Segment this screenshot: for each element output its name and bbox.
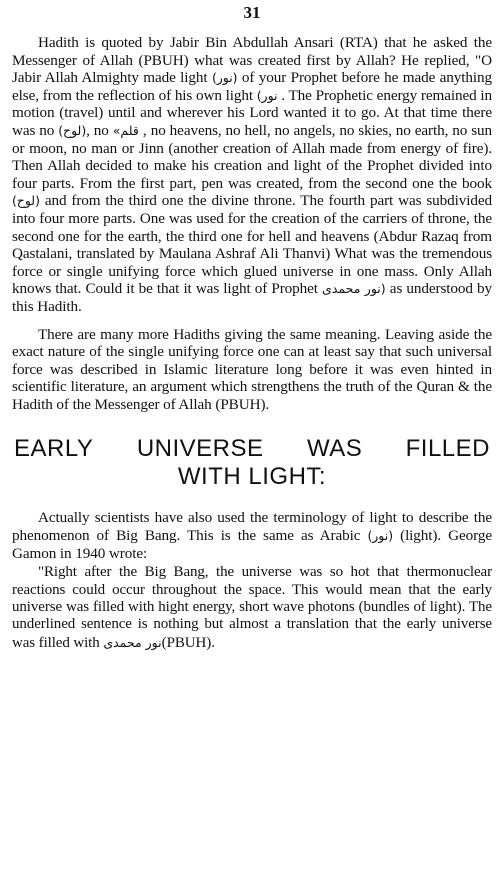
text-run: , no heavens, no hell, no angels, no skies, no earth, no sun or moon, no man or Jinn (another creation of Allah made from energy of fire). Then Allah decided to make his creation and light of the Prophet divided into four parts. From the first part, pen was created, from the second one the book	[12, 121, 493, 192]
arabic-term: نور محمدی	[103, 634, 162, 650]
text-run: (light). George Gamon in 1940 wrote:	[12, 527, 492, 562]
heading-line-1	[12, 435, 492, 463]
arabic-term: (نور محمدی	[322, 281, 386, 297]
gamon-quote-paragraph	[12, 564, 492, 652]
text-run: , no	[86, 121, 113, 139]
big-bang-paragraph	[12, 509, 492, 562]
heading-word: UNIVERSE	[136, 435, 264, 463]
text-run: Hadith is quoted by Jabir Bin Abdullah Ansari (RTA) that he asked the Messenger of Allah (PBUH) what was created first by Allah? He replied, "O Jabir Allah Almighty made light	[12, 34, 492, 87]
section-heading	[12, 435, 492, 491]
text-run: "Right after the Big Bang, the universe was so hot that thermonuclear reactions could occur throughout the space. This would mean that the early universe was filled with hight energy, short wave photons (bundles of light). The underlined sentence is nothing but almost a translation that the early universe was filled with	[12, 564, 492, 651]
hadith-paragraph	[12, 34, 492, 316]
arabic-term: نور)	[256, 87, 278, 103]
arabic-term: قلم»	[112, 122, 139, 138]
text-run: of your Prophet before he made anything else, from the reflection of his own light	[12, 69, 492, 104]
text-run: Actually scientists have also used the terminology of light to describe the phenomenon of Big Bang. This is the same as Arabic	[12, 509, 492, 545]
text-run: (PBUH).	[161, 634, 215, 651]
text-run: as understood by this Hadith.	[12, 280, 493, 315]
heading-word: WAS	[306, 435, 363, 463]
arabic-term: (نور)	[367, 528, 394, 544]
heading-word: FILLED	[405, 435, 490, 463]
arabic-term: (لوح)	[58, 122, 87, 138]
text-run: and from the third one the divine throne. The fourth part was subdivided into four more parts. One was used for the creation of the carriers of throne, the second one for the earth, the third one for hell and heavens (Abdur Razaq from Qastalani, translated by Maulana Ashraf Ali Thanvi) What was the tremendous force or single unifying force which glued universe in one mass. Only Allah knows that. Could it be that it was light of Prophet	[12, 192, 492, 298]
many-hadiths-paragraph: There are many more Hadiths giving the same meaning. Leaving aside the exact nature of the single unifying force one can at least say that such universal force was described in Islamic literature long before it was even hinted in scientific literature, an argument which strengthens the truth of the Quran & the Hadith of the Messenger of Allah (PBUH).	[12, 325, 492, 413]
arabic-term: (نور)	[211, 70, 238, 86]
text-run: . The Prophetic energy remained in motion (travel) until and wherever his Lord wanted it to go. At that time there was no	[12, 86, 493, 139]
heading-line-2: WITH LIGHT:	[177, 463, 327, 491]
page-number: 31	[243, 3, 261, 22]
heading-word: EARLY	[14, 435, 94, 463]
arabic-term: (لوح)	[12, 193, 40, 209]
